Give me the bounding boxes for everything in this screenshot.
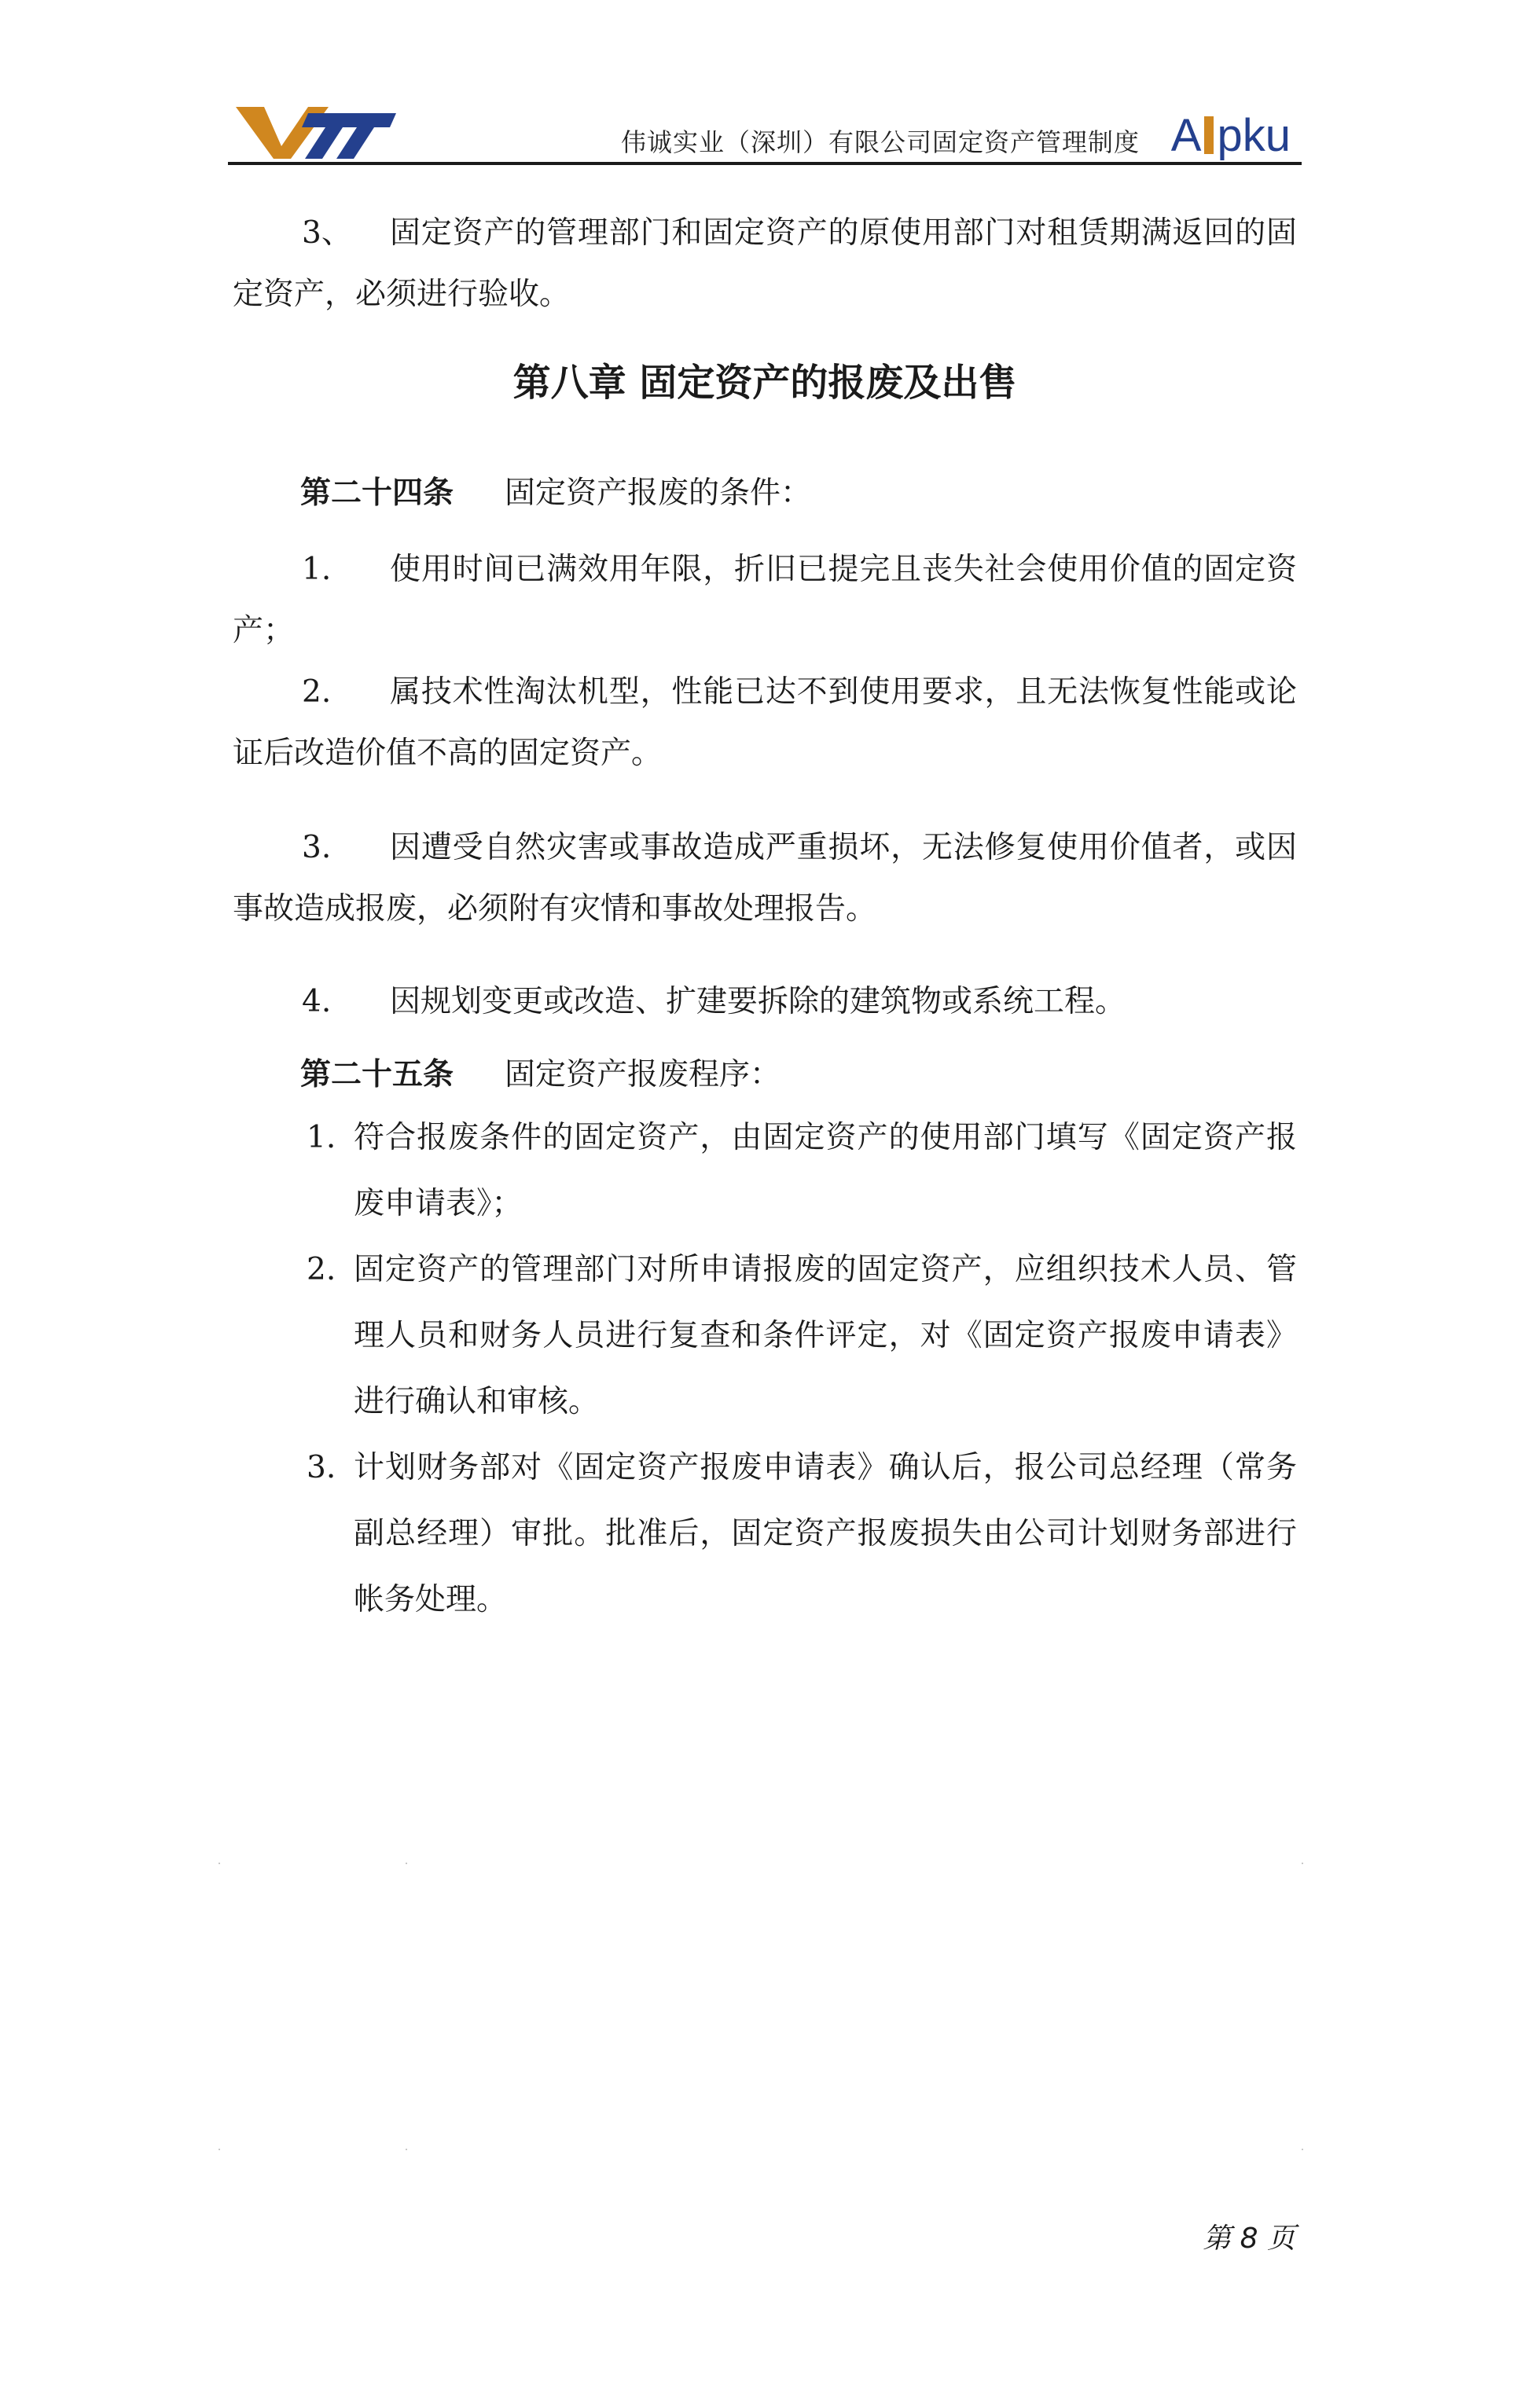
condition-item-4 (233, 971, 1297, 1033)
chapter-heading: 第八章 固定资产的报废及出售 (512, 361, 1017, 405)
aipku-logo-bar (1204, 116, 1214, 154)
scan-speck (219, 2149, 220, 2150)
aipku-logo (1171, 96, 1291, 159)
item-number: 3、 (302, 215, 352, 251)
article-text: 固定资产报废程序： (505, 1057, 781, 1092)
item-number: 1. (302, 552, 332, 587)
item-text: 固定资产的管理部门和固定资产的原使用部门对租赁期满返回的固定资产，必须进行验收。 (233, 215, 1297, 312)
condition-item-2 (233, 662, 1297, 784)
procedure-item-3 (307, 1435, 1297, 1633)
item-text: 计划财务部对《固定资产报废申请表》确认后，报公司总经理（常务副总经理）审批。批准后，固定资产报废损失由公司计划财务部进行帐务处理。 (354, 1450, 1297, 1617)
page-header (228, 94, 1302, 165)
document-title: 伟诚实业（深圳）有限公司固定资产管理制度 (620, 127, 1140, 157)
condition-item-1 (233, 539, 1297, 662)
aipku-logo-pku: pku (1217, 110, 1291, 161)
item-number: 4. (302, 984, 332, 1019)
scan-speck (406, 1863, 407, 1864)
page-number: 第 8 页 (1203, 2223, 1295, 2255)
condition-item-3 (233, 817, 1297, 940)
item-text: 使用时间已满效用年限，折旧已提完且丧失社会使用价值的固定资产； (233, 552, 1297, 648)
article-title: 第二十五条 (300, 1057, 454, 1092)
company-logo-vit (233, 102, 398, 160)
header-rule (228, 162, 1302, 165)
aipku-logo-a: A (1170, 110, 1202, 161)
scan-speck (406, 2149, 407, 2150)
article-25-heading (300, 1050, 781, 1094)
article-text: 固定资产报废的条件： (505, 475, 812, 511)
article-24-heading (300, 468, 811, 512)
procedure-item-1 (307, 1105, 1297, 1237)
scan-speck (1302, 2149, 1303, 2150)
item-number: 3. (302, 830, 332, 865)
procedure-item-2 (307, 1237, 1297, 1435)
item-number: 1. (307, 1120, 336, 1155)
scan-speck (219, 1863, 220, 1864)
item-text: 固定资产的管理部门对所申请报废的固定资产，应组织技术人员、管理人员和财务人员进行复查和条件评定，对《固定资产报废申请表》进行确认和审核。 (354, 1252, 1297, 1419)
paragraph-return-inspection (233, 203, 1297, 325)
item-number: 3. (307, 1450, 336, 1485)
item-text: 符合报废条件的固定资产，由固定资产的使用部门填写《固定资产报废申请表》； (354, 1120, 1297, 1221)
scan-speck (1302, 1863, 1303, 1864)
article-title: 第二十四条 (300, 475, 454, 511)
item-text: 因遭受自然灾害或事故造成严重损坏，无法修复使用价值者，或因事故造成报废，必须附有灾情和事故处理报告。 (233, 830, 1297, 927)
item-text: 因规划变更或改造、扩建要拆除的建筑物或系统工程。 (390, 984, 1126, 1019)
item-number: 2. (302, 674, 332, 710)
item-number: 2. (307, 1252, 336, 1287)
item-text: 属技术性淘汰机型，性能已达不到使用要求，且无法恢复性能或论证后改造价值不高的固定资产。 (233, 674, 1297, 771)
